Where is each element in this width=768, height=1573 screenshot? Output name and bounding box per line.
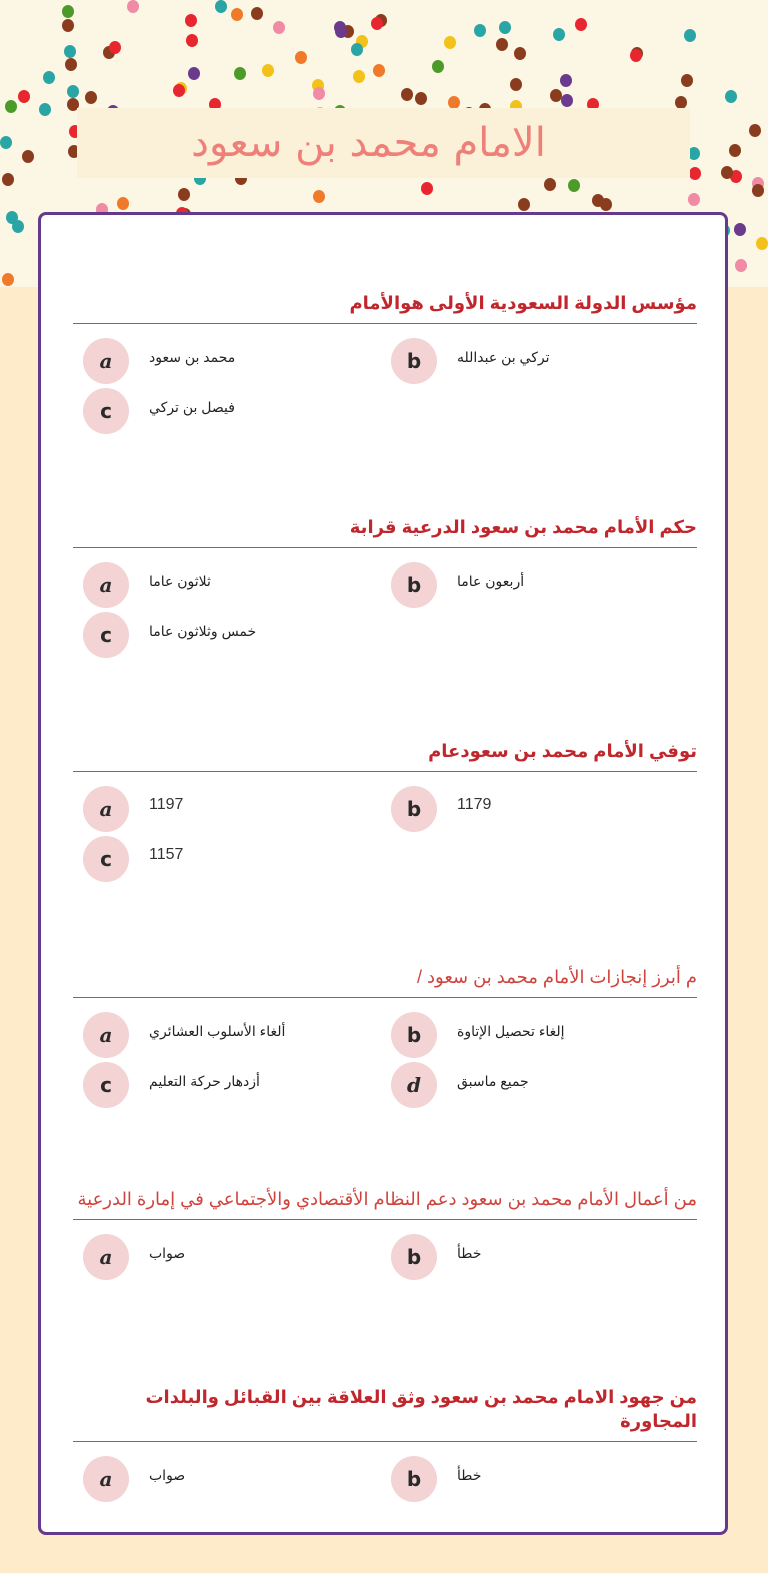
option-letter-badge: c: [83, 612, 129, 658]
confetti-dot: [185, 14, 197, 27]
option-letter-badge: b: [391, 1456, 437, 1502]
confetti-dot: [186, 34, 198, 47]
confetti-dot: [2, 173, 14, 186]
confetti-dot: [544, 178, 556, 191]
option-text: 1197: [149, 796, 184, 813]
option-letter-badge: b: [391, 786, 437, 832]
confetti-dot: [295, 51, 307, 64]
confetti-dot: [550, 89, 562, 102]
question-text: حكم الأمام محمد بن سعود الدرعية قرابة: [349, 517, 697, 537]
option-text: فيصل بن تركي: [149, 398, 235, 415]
confetti-dot: [421, 182, 433, 195]
confetti-dot: [262, 64, 274, 77]
confetti-dot: [725, 90, 737, 103]
question-5: [73, 1187, 697, 1269]
option-b[interactable]: [391, 1012, 565, 1058]
confetti-dot: [234, 67, 246, 80]
confetti-dot: [681, 74, 693, 87]
option-letter-badge: d: [391, 1062, 437, 1108]
option-text: خطأ: [457, 1244, 482, 1261]
confetti-dot: [684, 29, 696, 42]
option-letter-badge: b: [391, 338, 437, 384]
confetti-dot: [568, 179, 580, 192]
confetti-dot: [173, 84, 185, 97]
confetti-dot: [39, 103, 51, 116]
option-a[interactable]: [83, 1234, 185, 1280]
option-text: خمس وثلاثون عاما: [149, 622, 257, 639]
option-a[interactable]: [83, 786, 183, 832]
confetti-dot: [689, 167, 701, 180]
confetti-dot: [514, 47, 526, 60]
confetti-dot: [18, 90, 30, 103]
confetti-dot: [188, 67, 200, 80]
option-letter-badge: a: [83, 562, 129, 608]
option-b[interactable]: [391, 338, 550, 384]
confetti-dot: [251, 7, 263, 20]
confetti-dot: [553, 28, 565, 41]
divider: [73, 997, 697, 998]
question-6: [73, 1385, 697, 1491]
worksheet-card: [38, 212, 728, 1535]
question-text: توفي الأمام محمد بن سعودعام: [428, 741, 697, 761]
question-1: [73, 291, 697, 423]
option-a[interactable]: [83, 1456, 185, 1502]
confetti-dot: [273, 21, 285, 34]
confetti-dot: [313, 190, 325, 203]
confetti-dot: [127, 0, 139, 13]
divider: [73, 323, 697, 324]
confetti-dot: [510, 78, 522, 91]
confetti-dot: [432, 60, 444, 73]
confetti-dot: [117, 197, 129, 210]
divider: [73, 771, 697, 772]
option-letter-badge: c: [83, 388, 129, 434]
confetti-dot: [729, 144, 741, 157]
option-d[interactable]: [391, 1062, 529, 1108]
confetti-dot: [749, 124, 761, 137]
option-text: ألغاء الأسلوب العشائري: [149, 1022, 286, 1039]
option-letter-badge: c: [83, 1062, 129, 1108]
option-a[interactable]: [83, 338, 235, 384]
option-a[interactable]: [83, 562, 211, 608]
confetti-dot: [62, 5, 74, 18]
question-text: من أعمال الأمام محمد بن سعود دعم النظام الأقتصادي والأجتماعي في إمارة الدرعية: [77, 1189, 697, 1209]
confetti-dot: [178, 188, 190, 201]
confetti-dot: [371, 17, 383, 30]
confetti-dot: [721, 166, 733, 179]
question-4: [73, 965, 697, 1097]
confetti-dot: [22, 150, 34, 163]
option-letter-badge: c: [83, 836, 129, 882]
confetti-dot: [688, 193, 700, 206]
option-b[interactable]: [391, 786, 491, 832]
option-c[interactable]: [83, 1062, 260, 1108]
option-letter-badge: b: [391, 1234, 437, 1280]
confetti-dot: [334, 21, 346, 34]
option-c[interactable]: [83, 836, 183, 882]
confetti-dot: [67, 85, 79, 98]
confetti-dot: [474, 24, 486, 37]
confetti-dot: [735, 259, 747, 272]
option-c[interactable]: [83, 388, 235, 434]
option-text: صواب: [149, 1244, 186, 1261]
confetti-dot: [215, 0, 227, 13]
title-banner: [77, 108, 690, 178]
option-c[interactable]: [83, 612, 256, 658]
option-letter-badge: a: [83, 1012, 129, 1058]
option-letter-badge: a: [83, 1234, 129, 1280]
confetti-dot: [415, 92, 427, 105]
option-text: محمد بن سعود: [149, 348, 236, 365]
confetti-dot: [65, 58, 77, 71]
divider: [73, 1219, 697, 1220]
confetti-dot: [0, 136, 12, 149]
confetti-dot: [752, 184, 764, 197]
confetti-dot: [575, 18, 587, 31]
option-text: أربعون عاما: [457, 572, 525, 589]
question-text: من جهود الامام محمد بن سعود وثق العلاقة بين القبائل والبلدات المجاورة: [145, 1387, 697, 1431]
confetti-dot: [2, 273, 14, 286]
question-3: [73, 739, 697, 871]
confetti-dot: [231, 8, 243, 21]
option-letter-badge: b: [391, 1012, 437, 1058]
confetti-dot: [12, 220, 24, 233]
confetti-dot: [351, 43, 363, 56]
option-text: أزدهار حركة التعليم: [149, 1072, 260, 1089]
confetti-dot: [756, 237, 768, 250]
divider: [73, 1441, 697, 1442]
option-letter-badge: b: [391, 562, 437, 608]
option-text: 1179: [457, 796, 492, 813]
option-a[interactable]: [83, 1012, 285, 1058]
confetti-dot: [561, 94, 573, 107]
confetti-dot: [496, 38, 508, 51]
confetti-dot: [62, 19, 74, 32]
option-text: خطأ: [457, 1466, 482, 1483]
confetti-dot: [43, 71, 55, 84]
confetti-dot: [401, 88, 413, 101]
confetti-dot: [353, 70, 365, 83]
option-text: جميع ماسبق: [457, 1072, 529, 1089]
divider: [73, 547, 697, 548]
confetti-dot: [734, 223, 746, 236]
confetti-dot: [373, 64, 385, 77]
question-2: [73, 515, 697, 647]
confetti-dot: [499, 21, 511, 34]
confetti-dot: [5, 100, 17, 113]
confetti-dot: [518, 198, 530, 211]
confetti-dot: [109, 41, 121, 54]
option-letter-badge: a: [83, 786, 129, 832]
confetti-dot: [313, 87, 325, 100]
confetti-dot: [64, 45, 76, 58]
option-b[interactable]: [391, 562, 524, 608]
option-b[interactable]: [391, 1234, 481, 1280]
page-title: الامام محمد بن سعود: [191, 120, 546, 166]
option-text: 1157: [149, 846, 184, 863]
option-letter-badge: a: [83, 338, 129, 384]
option-text: إلغاء تحصيل الإتاوة: [457, 1022, 565, 1039]
confetti-dot: [592, 194, 604, 207]
confetti-dot: [85, 91, 97, 104]
question-text: م أبرز إنجازات الأمام محمد بن سعود /: [417, 967, 697, 987]
confetti-dot: [560, 74, 572, 87]
option-text: صواب: [149, 1466, 186, 1483]
question-text: مؤسس الدولة السعودية الأولى هوالأمام: [349, 293, 697, 313]
option-text: تركي بن عبدالله: [457, 348, 550, 365]
option-text: ثلاثون عاما: [149, 572, 211, 589]
confetti-dot: [444, 36, 456, 49]
confetti-dot: [630, 49, 642, 62]
option-b[interactable]: [391, 1456, 481, 1502]
option-letter-badge: a: [83, 1456, 129, 1502]
